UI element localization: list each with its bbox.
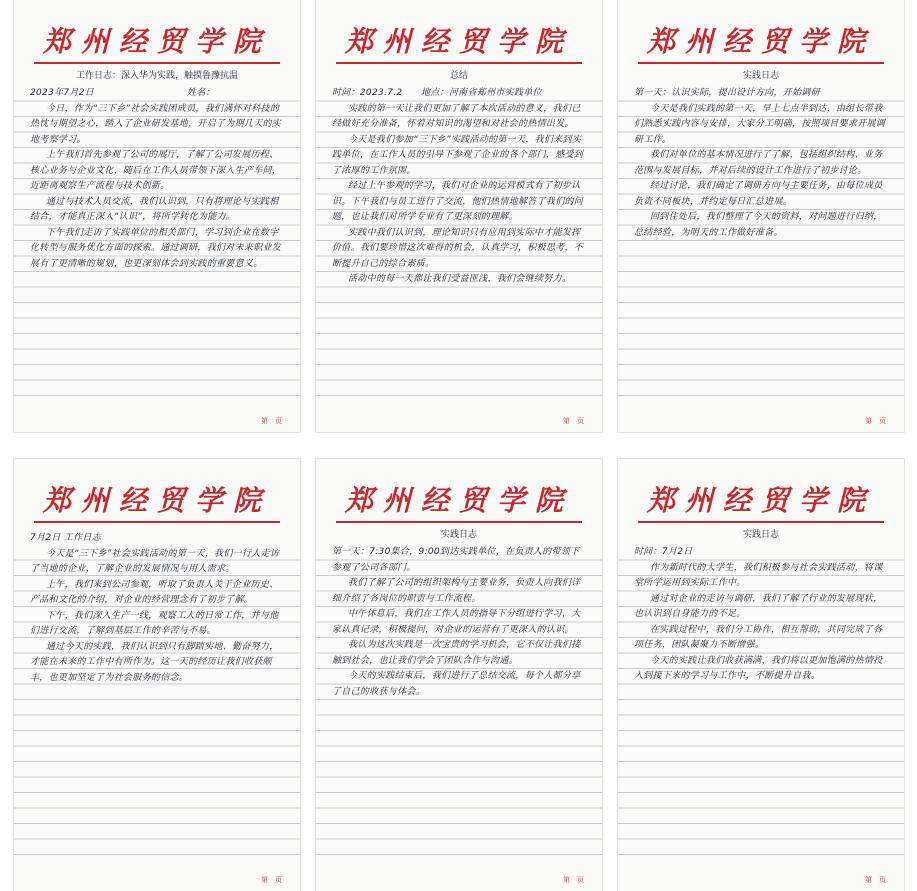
text-line: 中午休息后，我们在工作人员的指导下分组进行学习，大家认真记录，积极提问，对企业的运营有了更深入的认识。	[332, 609, 581, 635]
header-rule	[336, 521, 582, 523]
text-line: 时间：2023.7.2 地点：河南省郑州市实践单位	[332, 88, 542, 98]
school-title: 郑州经贸学院	[646, 25, 875, 58]
page-heading: 实践日志	[742, 530, 779, 540]
school-title: 郑州经贸学院	[42, 25, 271, 58]
text-line: 回到住处后，我们整理了今天的资料，对问题进行归纳，总结经验，为明天的工作做好准备。	[634, 212, 883, 238]
text-line: 实践中我们认识到，理论知识只有应用到实际中才能发挥价值。我们要珍惜这次难得的机会，认真学习，积极思考，不断提升自己的综合素质。	[332, 227, 584, 269]
handwritten-text	[332, 545, 588, 865]
text-line: 实践的第一天让我们更加了解了本次活动的意义，我们已经做好充分准备，怀着对知识的渴望和对社会的热情出发。	[332, 103, 581, 129]
text-line: 今天是我们参加“三下乡”实践活动的第一天，我们来到实践单位，在工作人员的引导下参观了企业的各个部门，感受到了浓厚的工作氛围。	[332, 134, 584, 176]
text-line: 2023年7月2日 姓名：	[30, 88, 215, 98]
text-line: 我们对单位的基本情况进行了了解，包括组织结构、业务范围与发展目标，并对后续的设计工作进行了初步讨论。	[634, 150, 883, 176]
school-title: 郑州经贸学院	[646, 484, 875, 517]
school-title: 郑州经贸学院	[42, 484, 271, 517]
journal-page-4	[14, 459, 300, 891]
page-number: 第 页	[865, 417, 886, 425]
school-title: 郑州经贸学院	[344, 25, 573, 58]
handwritten-text	[634, 86, 890, 406]
page-number: 第 页	[563, 876, 584, 884]
header-rule	[34, 521, 280, 523]
text-line: 今天是“三下乡”社会实践活动的第一天，我们一行人走访了当地的企业，了解企业的发展情况与用人需求。	[30, 548, 280, 574]
text-line: 经过讨论，我们确定了调研方向与主要任务，由每位成员负责不同板块，并约定每日汇总进展。	[634, 181, 883, 207]
text-line: 在实践过程中，我们分工协作，相互帮助，共同完成了各项任务，团队凝聚力不断增强。	[634, 624, 883, 650]
page-heading: 实践日志	[742, 71, 779, 81]
page-heading: 总结	[449, 71, 468, 81]
text-line: 下午我们走访了实践单位的相关部门，学习到企业在数字化转型与服务优化方面的探索。通过调研，我们对未来职业发展有了更清晰的规划，也更深刻体会到实践的重要意义。	[30, 227, 282, 269]
text-line: 第一天：认识实际，提出设计方向，开始调研	[634, 88, 821, 98]
header-rule	[34, 62, 280, 64]
page-number: 第 页	[261, 417, 282, 425]
handwritten-text	[634, 545, 890, 865]
handwritten-text	[30, 86, 286, 406]
school-title: 郑州经贸学院	[344, 484, 573, 517]
text-line: 第一天：7:30集合，9:00到达实践单位，在负责人的带领下参观了公司各部门。	[332, 547, 580, 573]
text-line: 通过与技术人员交流，我们认识到，只有将理论与实践相结合，才能真正深入“认识”，将所学转化为能力。	[30, 196, 279, 222]
journal-page-6	[618, 459, 904, 891]
text-line: 今日，作为“三下乡”社会实践团成员，我们满怀对科技的热忱与期望之心，踏入了企业研发基地，开启了为期几天的实地考察学习。	[30, 103, 282, 145]
text-line: 作为新时代的大学生，我们积极参与社会实践活动，将课堂所学运用到实际工作中。	[634, 562, 883, 588]
journal-page-3	[618, 0, 904, 432]
text-line: 通过对企业的走访与调研，我们了解了行业的发展现状，也认识到自身能力的不足。	[634, 593, 883, 619]
text-line: 上午我们首先参观了公司的展厅，了解了公司发展历程、核心业务与企业文化，随后在工作人员带领下深入生产车间，近距离观察生产流程与技术创新。	[30, 150, 282, 191]
text-line: 经过上午参观的学习，我们对企业的运营模式有了初步认识。下午我们与员工进行了交流，他们热情地解答了我们的问题，也让我们对所学专业有了更深刻的理解。	[332, 181, 584, 222]
page-number: 第 页	[865, 876, 886, 884]
header-rule	[336, 62, 582, 64]
page-number: 第 页	[261, 876, 282, 884]
journal-page-1	[14, 0, 300, 432]
page-number: 第 页	[563, 417, 584, 425]
text-line: 通过今天的实践，我们认识到只有脚踏实地、勤奋努力，才能在未来的工作中有所作为。这一天的经历让我们收获颇丰，也更加坚定了为社会服务的信念。	[30, 641, 279, 683]
page-heading: 工作日志：深入华为实践，触摸鲁豫抗温	[75, 71, 238, 81]
text-line: 上午，我们来到公司参观，听取了负责人关于企业历史、产品和文化的介绍，对企业的经营理念有了初步了解。	[30, 579, 279, 605]
handwritten-text	[332, 86, 588, 406]
text-line: 下午，我们深入生产一线，观察工人的日常工作，并与他们进行交流，了解到基层工作的辛苦与不易。	[30, 610, 279, 636]
text-line: 今天是我们实践的第一天，早上七点半到达，由组长带我们熟悉实践内容与安排，大家分工明确，按照项目要求开展调研工作。	[634, 103, 886, 145]
header-rule	[638, 521, 884, 523]
text-line: 今天的实践让我们收获满满，我们将以更加饱满的热情投入到接下来的学习与工作中，不断提升自我。	[634, 655, 883, 681]
text-line: 我认为这次实践是一次宝贵的学习机会，它不仅让我们接触到社会，也让我们学会了团队合作与沟通。	[332, 640, 581, 666]
journal-page-5	[316, 459, 602, 891]
header-rule	[638, 62, 884, 64]
text-line: 7月2日 工作日志	[30, 533, 102, 543]
text-line: 今天的实践结束后，我们进行了总结交流，每个人都分享了自己的收获与体会。	[332, 671, 581, 697]
text-line: 活动中的每一天都让我们受益匪浅，我们会继续努力。	[348, 274, 572, 284]
journal-page-2	[316, 0, 602, 432]
text-line: 时间：7月2日	[634, 547, 693, 557]
page-heading: 实践日志	[440, 530, 477, 540]
handwritten-text	[30, 531, 286, 851]
text-line: 我们了解了公司的组织架构与主要业务，负责人向我们详细介绍了各岗位的职责与工作流程。	[332, 578, 581, 604]
